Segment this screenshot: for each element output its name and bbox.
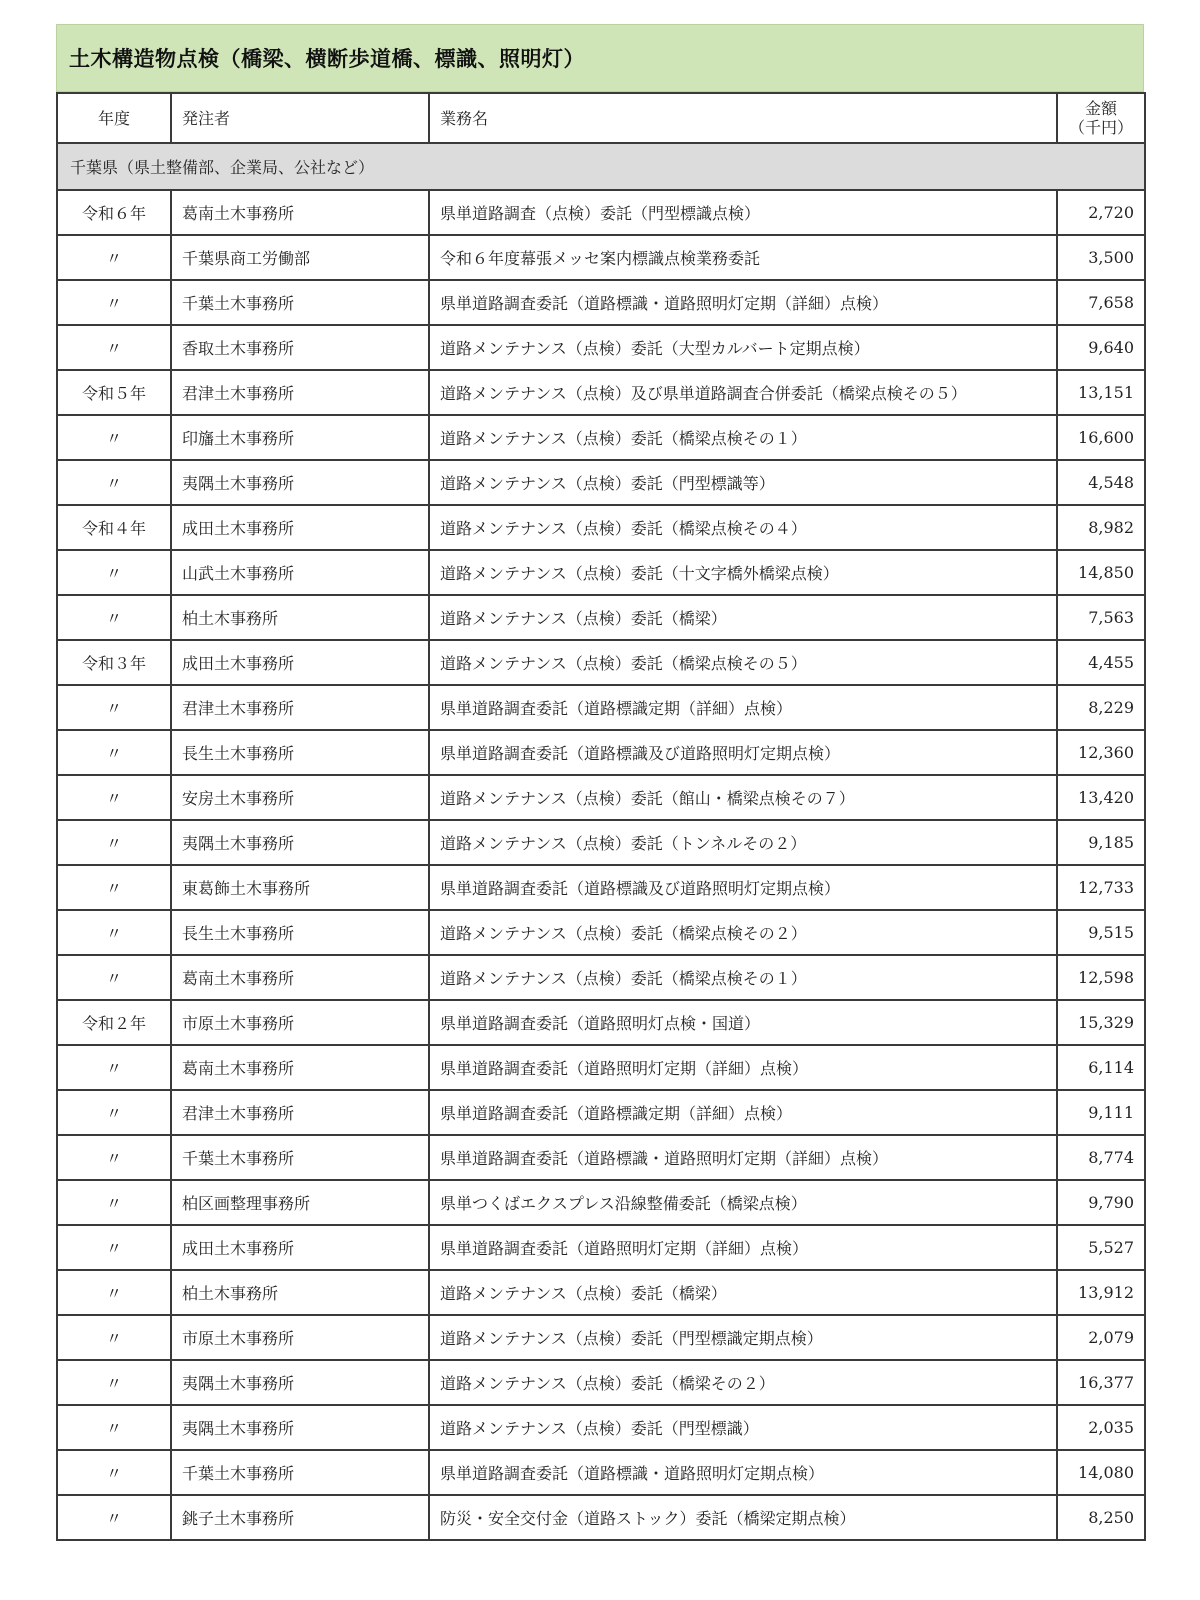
- table-row: [57, 685, 1145, 730]
- row-year: 〃: [57, 1270, 171, 1315]
- section-title: 千葉県（県土整備部、企業局、公社など）: [57, 143, 1145, 190]
- row-orderer: 千葉土木事務所: [171, 1135, 429, 1180]
- row-amount: 4,548: [1057, 460, 1145, 505]
- row-orderer: 市原土木事務所: [171, 1315, 429, 1360]
- row-amount: 7,563: [1057, 595, 1145, 640]
- row-orderer: 成田土木事務所: [171, 640, 429, 685]
- row-year: 〃: [57, 865, 171, 910]
- table-row: [57, 910, 1145, 955]
- row-orderer: 君津土木事務所: [171, 1090, 429, 1135]
- header-amount-unit: （千円）: [1068, 118, 1133, 137]
- row-year: 〃: [57, 1090, 171, 1135]
- row-orderer: 葛南土木事務所: [171, 1045, 429, 1090]
- table-row: [57, 865, 1145, 910]
- row-year: 令和５年: [57, 370, 171, 415]
- table-row: [57, 1180, 1145, 1225]
- row-year: 〃: [57, 910, 171, 955]
- row-orderer: 君津土木事務所: [171, 370, 429, 415]
- table-row: [57, 1045, 1145, 1090]
- row-task: 県単道路調査委託（道路標識・道路照明灯定期（詳細）点検）: [429, 1135, 1057, 1180]
- row-year: 〃: [57, 235, 171, 280]
- row-orderer: 柏区画整理事務所: [171, 1180, 429, 1225]
- table-row: [57, 1315, 1145, 1360]
- row-year: 令和３年: [57, 640, 171, 685]
- row-task: 道路メンテナンス（点検）及び県単道路調査合併委託（橋梁点検その５）: [429, 370, 1057, 415]
- row-task: 道路メンテナンス（点検）委託（橋梁）: [429, 595, 1057, 640]
- row-year: 〃: [57, 955, 171, 1000]
- row-year: 〃: [57, 460, 171, 505]
- table-row: [57, 955, 1145, 1000]
- row-task: 道路メンテナンス（点検）委託（橋梁点検その４）: [429, 505, 1057, 550]
- row-orderer: 夷隅土木事務所: [171, 460, 429, 505]
- row-amount: 9,640: [1057, 325, 1145, 370]
- row-year: 〃: [57, 1495, 171, 1540]
- table-row: [57, 505, 1145, 550]
- row-year: 令和６年: [57, 190, 171, 235]
- row-task: 道路メンテナンス（点検）委託（橋梁点検その１）: [429, 415, 1057, 460]
- row-task: 県単道路調査委託（道路標識定期（詳細）点検）: [429, 685, 1057, 730]
- row-amount: 14,850: [1057, 550, 1145, 595]
- row-task: 道路メンテナンス（点検）委託（十文字橋外橋梁点検）: [429, 550, 1057, 595]
- row-orderer: 銚子土木事務所: [171, 1495, 429, 1540]
- row-orderer: 成田土木事務所: [171, 505, 429, 550]
- row-amount: 13,912: [1057, 1270, 1145, 1315]
- row-task: 道路メンテナンス（点検）委託（館山・橋梁点検その７）: [429, 775, 1057, 820]
- header-task: 業務名: [429, 93, 1057, 143]
- row-amount: 8,982: [1057, 505, 1145, 550]
- header-amount: [1057, 93, 1145, 143]
- row-year: 〃: [57, 325, 171, 370]
- row-orderer: 安房土木事務所: [171, 775, 429, 820]
- table-row: [57, 280, 1145, 325]
- table-row: [57, 1360, 1145, 1405]
- table-row: [57, 550, 1145, 595]
- row-year: 〃: [57, 1180, 171, 1225]
- row-amount: 9,185: [1057, 820, 1145, 865]
- document-page: [56, 24, 1144, 1541]
- contracts-table: [56, 92, 1146, 1541]
- row-task: 道路メンテナンス（点検）委託（橋梁）: [429, 1270, 1057, 1315]
- row-amount: 7,658: [1057, 280, 1145, 325]
- row-task: 道路メンテナンス（点検）委託（大型カルバート定期点検）: [429, 325, 1057, 370]
- row-task: 道路メンテナンス（点検）委託（門型標識等）: [429, 460, 1057, 505]
- row-year: 〃: [57, 1450, 171, 1495]
- row-orderer: 長生土木事務所: [171, 730, 429, 775]
- table-row: [57, 1270, 1145, 1315]
- row-amount: 14,080: [1057, 1450, 1145, 1495]
- table-row: [57, 415, 1145, 460]
- row-year: 〃: [57, 1360, 171, 1405]
- table-row: [57, 325, 1145, 370]
- row-year: 〃: [57, 415, 171, 460]
- row-year: 〃: [57, 685, 171, 730]
- row-orderer: 君津土木事務所: [171, 685, 429, 730]
- row-amount: 12,733: [1057, 865, 1145, 910]
- row-amount: 4,455: [1057, 640, 1145, 685]
- table-row: [57, 1405, 1145, 1450]
- row-orderer: 柏土木事務所: [171, 595, 429, 640]
- row-amount: 16,377: [1057, 1360, 1145, 1405]
- row-amount: 5,527: [1057, 1225, 1145, 1270]
- row-amount: 6,114: [1057, 1045, 1145, 1090]
- row-year: 〃: [57, 1315, 171, 1360]
- row-orderer: 香取土木事務所: [171, 325, 429, 370]
- row-year: 令和４年: [57, 505, 171, 550]
- row-amount: 8,229: [1057, 685, 1145, 730]
- table-row: [57, 730, 1145, 775]
- row-task: 道路メンテナンス（点検）委託（橋梁その２）: [429, 1360, 1057, 1405]
- table-row: [57, 1450, 1145, 1495]
- row-task: 道路メンテナンス（点検）委託（橋梁点検その２）: [429, 910, 1057, 955]
- header-amount-label: 金額: [1084, 99, 1117, 118]
- row-amount: 3,500: [1057, 235, 1145, 280]
- row-task: 防災・安全交付金（道路ストック）委託（橋梁定期点検）: [429, 1495, 1057, 1540]
- row-amount: 9,790: [1057, 1180, 1145, 1225]
- row-orderer: 山武土木事務所: [171, 550, 429, 595]
- row-amount: 16,600: [1057, 415, 1145, 460]
- row-year: 〃: [57, 550, 171, 595]
- row-task: 道路メンテナンス（点検）委託（トンネルその２）: [429, 820, 1057, 865]
- row-orderer: 夷隅土木事務所: [171, 1405, 429, 1450]
- row-task: 県単道路調査委託（道路標識定期（詳細）点検）: [429, 1090, 1057, 1135]
- row-orderer: 千葉県商工労働部: [171, 235, 429, 280]
- row-task: 県単つくばエクスプレス沿線整備委託（橋梁点検）: [429, 1180, 1057, 1225]
- table-row: [57, 370, 1145, 415]
- header-orderer: 発注者: [171, 93, 429, 143]
- row-task: 県単道路調査委託（道路標識及び道路照明灯定期点検）: [429, 730, 1057, 775]
- row-amount: 12,598: [1057, 955, 1145, 1000]
- header-year: 年度: [57, 93, 171, 143]
- row-year: 〃: [57, 280, 171, 325]
- table-row: [57, 190, 1145, 235]
- row-orderer: 葛南土木事務所: [171, 190, 429, 235]
- row-task: 県単道路調査（点検）委託（門型標識点検）: [429, 190, 1057, 235]
- table-row: [57, 775, 1145, 820]
- row-task: 県単道路調査委託（道路照明灯定期（詳細）点検）: [429, 1045, 1057, 1090]
- page-title: 土木構造物点検（橋梁、横断歩道橋、標識、照明灯）: [56, 24, 1144, 92]
- row-amount: 13,420: [1057, 775, 1145, 820]
- row-task: 県単道路調査委託（道路照明灯点検・国道）: [429, 1000, 1057, 1045]
- row-year: 〃: [57, 730, 171, 775]
- row-orderer: 千葉土木事務所: [171, 280, 429, 325]
- row-task: 県単道路調査委託（道路標識・道路照明灯定期点検）: [429, 1450, 1057, 1495]
- table-row: [57, 1495, 1145, 1540]
- row-orderer: 市原土木事務所: [171, 1000, 429, 1045]
- row-amount: 2,720: [1057, 190, 1145, 235]
- row-amount: 9,515: [1057, 910, 1145, 955]
- row-amount: 12,360: [1057, 730, 1145, 775]
- table-row: [57, 640, 1145, 685]
- row-year: 〃: [57, 1405, 171, 1450]
- row-orderer: 葛南土木事務所: [171, 955, 429, 1000]
- row-year: 〃: [57, 595, 171, 640]
- row-amount: 15,329: [1057, 1000, 1145, 1045]
- row-amount: 2,079: [1057, 1315, 1145, 1360]
- row-task: 道路メンテナンス（点検）委託（門型標識定期点検）: [429, 1315, 1057, 1360]
- table-row: [57, 460, 1145, 505]
- row-orderer: 印旛土木事務所: [171, 415, 429, 460]
- table-row: [57, 1000, 1145, 1045]
- table-row: [57, 595, 1145, 640]
- row-task: 県単道路調査委託（道路標識及び道路照明灯定期点検）: [429, 865, 1057, 910]
- section-header-row: [57, 143, 1145, 190]
- row-orderer: 成田土木事務所: [171, 1225, 429, 1270]
- row-year: 〃: [57, 1135, 171, 1180]
- row-orderer: 長生土木事務所: [171, 910, 429, 955]
- row-year: 〃: [57, 775, 171, 820]
- row-year: 令和２年: [57, 1000, 171, 1045]
- table-row: [57, 1225, 1145, 1270]
- row-task: 道路メンテナンス（点検）委託（門型標識）: [429, 1405, 1057, 1450]
- row-task: 県単道路調査委託（道路照明灯定期（詳細）点検）: [429, 1225, 1057, 1270]
- row-year: 〃: [57, 1225, 171, 1270]
- table-row: [57, 1135, 1145, 1180]
- row-task: 令和６年度幕張メッセ案内標識点検業務委託: [429, 235, 1057, 280]
- row-year: 〃: [57, 1045, 171, 1090]
- table-row: [57, 820, 1145, 865]
- row-orderer: 夷隅土木事務所: [171, 820, 429, 865]
- row-amount: 9,111: [1057, 1090, 1145, 1135]
- table-header-row: [57, 93, 1145, 143]
- row-orderer: 夷隅土木事務所: [171, 1360, 429, 1405]
- row-year: 〃: [57, 820, 171, 865]
- row-amount: 13,151: [1057, 370, 1145, 415]
- row-amount: 2,035: [1057, 1405, 1145, 1450]
- row-task: 道路メンテナンス（点検）委託（橋梁点検その５）: [429, 640, 1057, 685]
- row-amount: 8,774: [1057, 1135, 1145, 1180]
- row-orderer: 柏土木事務所: [171, 1270, 429, 1315]
- row-task: 県単道路調査委託（道路標識・道路照明灯定期（詳細）点検）: [429, 280, 1057, 325]
- row-task: 道路メンテナンス（点検）委託（橋梁点検その１）: [429, 955, 1057, 1000]
- row-orderer: 東葛飾土木事務所: [171, 865, 429, 910]
- row-amount: 8,250: [1057, 1495, 1145, 1540]
- table-row: [57, 1090, 1145, 1135]
- table-row: [57, 235, 1145, 280]
- row-orderer: 千葉土木事務所: [171, 1450, 429, 1495]
